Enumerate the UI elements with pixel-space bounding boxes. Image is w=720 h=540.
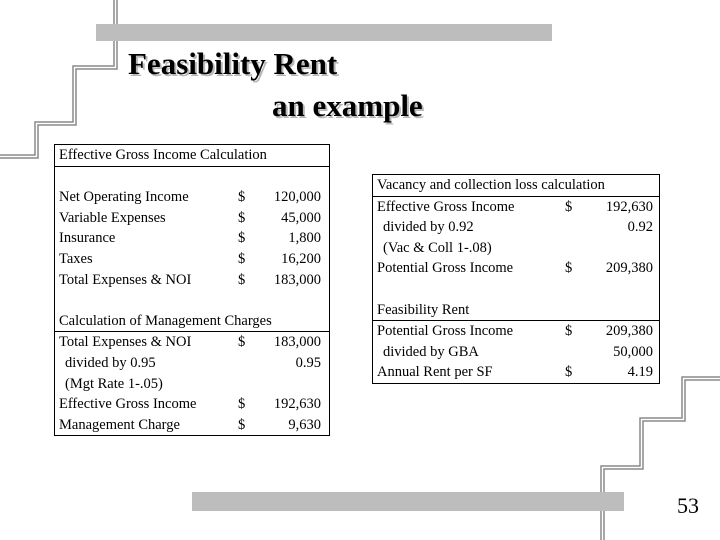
table-row — [373, 362, 659, 383]
row-value: 209,380 — [605, 260, 653, 277]
row-label: Effective Gross Income Calculation — [59, 147, 267, 163]
row-label: Variable Expenses — [59, 209, 166, 226]
row-label: Vacancy and collection loss calculation — [377, 177, 605, 193]
table-row — [55, 270, 329, 291]
row-value: 45,000 — [281, 209, 321, 226]
row-currency: $ — [565, 260, 573, 277]
row-label: divided by 0.92 — [383, 219, 474, 236]
row-value: 16,200 — [281, 250, 321, 267]
table-row — [55, 394, 329, 415]
table-row — [373, 196, 659, 218]
table-row — [55, 331, 329, 353]
staircase-decoration-bottom-right — [601, 377, 720, 540]
row-label: Potential Gross Income — [377, 260, 514, 277]
table-row — [55, 290, 329, 311]
row-value: 0.95 — [295, 354, 321, 371]
row-label: (Vac & Coll 1-.08) — [383, 239, 492, 256]
row-value: 183,000 — [273, 334, 321, 351]
row-currency: $ — [565, 364, 573, 381]
row-currency: $ — [238, 396, 246, 413]
row-label: divided by GBA — [383, 343, 479, 360]
row-label: Insurance — [59, 230, 116, 247]
row-label: Total Expenses & NOI — [59, 271, 192, 288]
slide-title-line1: Feasibility Rent — [128, 46, 338, 81]
row-value: 120,000 — [273, 189, 321, 206]
row-label: Net Operating Income — [59, 189, 189, 206]
table-row — [55, 353, 329, 374]
row-currency: $ — [565, 198, 573, 215]
table-row — [55, 228, 329, 249]
slide-title-line2: an example — [272, 88, 423, 123]
table-row — [55, 166, 329, 188]
table-row — [373, 175, 659, 196]
vacancy-feasibility-table — [372, 174, 660, 384]
table-row — [55, 311, 329, 332]
row-currency: $ — [238, 416, 246, 433]
row-currency: $ — [238, 209, 246, 226]
table-row — [55, 145, 329, 166]
row-label: Feasibility Rent — [377, 301, 470, 318]
table-row — [373, 320, 659, 342]
row-currency: $ — [238, 189, 246, 206]
row-value: 1,800 — [288, 230, 321, 247]
table-row — [55, 374, 329, 395]
row-value: 50,000 — [613, 343, 653, 360]
row-value: 183,000 — [273, 271, 321, 288]
row-label: Effective Gross Income — [59, 396, 197, 413]
row-value: 0.92 — [627, 219, 653, 236]
row-label: Annual Rent per SF — [377, 364, 493, 381]
row-value: 192,630 — [605, 198, 653, 215]
table-row — [373, 342, 659, 363]
row-currency: $ — [238, 230, 246, 247]
row-label: Taxes — [59, 250, 93, 267]
row-label: Management Charge — [59, 416, 180, 433]
row-currency: $ — [238, 250, 246, 267]
table-row — [55, 208, 329, 229]
row-value: 4.19 — [627, 364, 653, 381]
row-value: 209,380 — [605, 323, 653, 340]
row-label: divided by 0.95 — [65, 354, 156, 371]
row-currency: $ — [238, 271, 246, 288]
table-row — [55, 249, 329, 270]
page-number: 53 — [677, 493, 699, 518]
row-currency: $ — [238, 334, 246, 351]
row-label: (Mgt Rate 1-.05) — [65, 375, 163, 392]
table-row — [55, 187, 329, 208]
table-row — [373, 258, 659, 279]
effective-gross-income-table — [54, 144, 330, 436]
row-currency: $ — [565, 323, 573, 340]
row-value: 192,630 — [273, 396, 321, 413]
row-label: Total Expenses & NOI — [59, 334, 192, 351]
table-row — [373, 238, 659, 259]
row-label: Effective Gross Income — [377, 198, 515, 215]
table-row — [373, 300, 659, 321]
row-value: 9,630 — [288, 416, 321, 433]
top-gray-bar — [96, 24, 552, 41]
row-label: Potential Gross Income — [377, 323, 514, 340]
bottom-gray-bar — [192, 492, 624, 511]
table-row — [55, 415, 329, 436]
row-label: Calculation of Management Charges — [59, 312, 272, 329]
table-row — [373, 217, 659, 238]
table-row — [373, 279, 659, 300]
